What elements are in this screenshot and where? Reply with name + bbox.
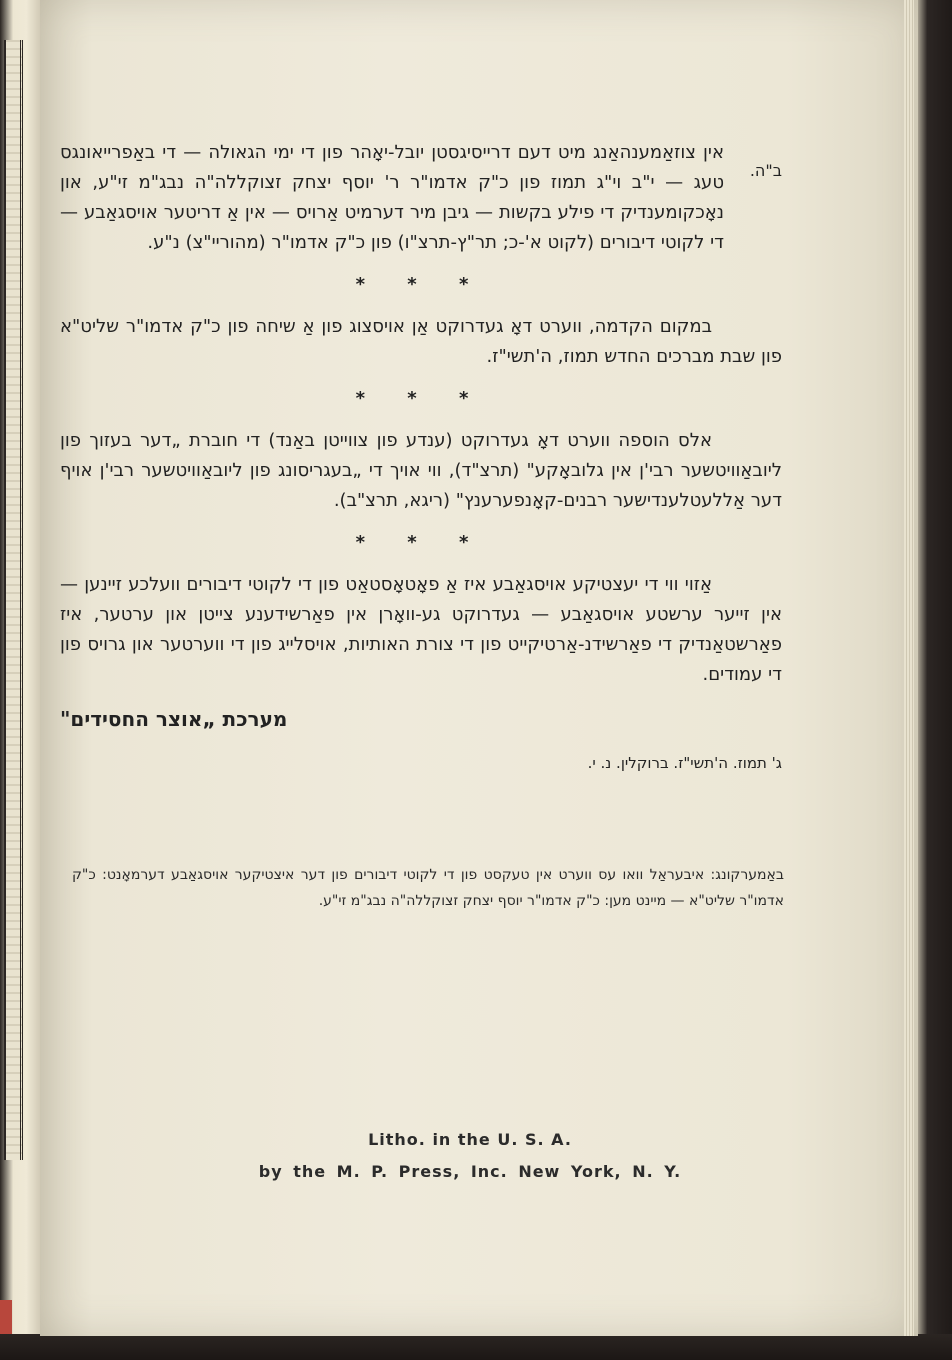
paragraph-preface: במקום הקדמה, ווערט דאָ געדרוקט אַן אויסצוג פון אַ שיחה פון כ"ק אדמו"ר שליט"א פון שבת מברכים החדש תמוז, ה'תשי"ז. [60,316,782,367]
footnote: באַמערקונג: איבעראַל וואו עס ווערט אין טעקסט פון די לקוטי דיבורים פון דער איצטיקער אויסגאַבע דערמאָנט: כ"ק אדמו"ר שליט"א — מיינט מען: כ"ק אדמו"ר יוסף יצחק זצוקללה"ה נבג"מ זי"ע. [72,867,784,909]
page-edges [904,0,914,1336]
cover-ornament-border [4,40,23,1160]
editorial-signature: מערכת „אוצר החסידים" [60,707,288,731]
dateline: ג' תמוז. ה'תשי"ז. ברוקלין. נ. י. [587,754,782,772]
separator-stars: * * * [355,388,487,409]
separator-stars: * * * [355,532,487,553]
imprint-line-2: by the M. P. Press, Inc. New York, N. Y. [258,1162,682,1181]
header-mark: ב"ה. [749,161,782,180]
book-cover-left [0,0,44,1360]
book-cover-right [914,0,952,1360]
separator-stars: * * * [355,274,487,295]
imprint-line-1: Litho. in the U. S. A. [368,1130,572,1149]
paragraph-intro: אין צוזאַמענהאַנג מיט דעם דרייסיגסטן יובל-יאָהר פון די ימי הגאולה — די באַפרייאונגס טעג — י"ב וי"ג תמוז פון כ"ק אדמו"ר ר' יוסף יצחק זצוקללה"ה נבג"מ זי"ע, און נאָכקומענדיק די פילע בקשות — גיבן מיר דערמיט אַרויס — אין אַ דריטער אויסגאַבע — די לקוטי דיבורים (לקוט א'-כ; תר"ץ-תרצ"ו) פון כ"ק אדמו"ר (מהוריי"צ) נ"ע. [60,142,724,253]
paragraph-photostat: אַזוי ווי די יעצטיקע אויסגאַבע איז אַ פאָטאָסטאַט פון די לקוטי דיבורים וועלכע זיינען — אין זייער ערשטע אויסגאַבע — געדרוקט גע-וואָרן אין פאַרשידענע צייטן און ערטער, איז פאַרשטאַנדיק די פאַרשידנ-אַרטיקייט פון די צורת האותיות, אויסלייג פון די ווערטער און גרויס פון די עמודים. [60,574,782,685]
page-body [60,138,782,778]
paragraph-appendix: אלס הוספה ווערט דאָ געדרוקט (ענדע פון צווייטן באַנד) די חוברת „דער בעזוך פון ליובאַוויטשער רבי'ן אין גלובאָקע" (תרצ"ד), ווי אויך די „בעגריסונג פון ליובאַוויטשער רבי'ן אויף דער אַללעטלענדישער רבנים-קאָנפערענץ" (ריגא, תרצ"ב). [60,430,782,511]
book-cover-bottom [0,1334,952,1360]
